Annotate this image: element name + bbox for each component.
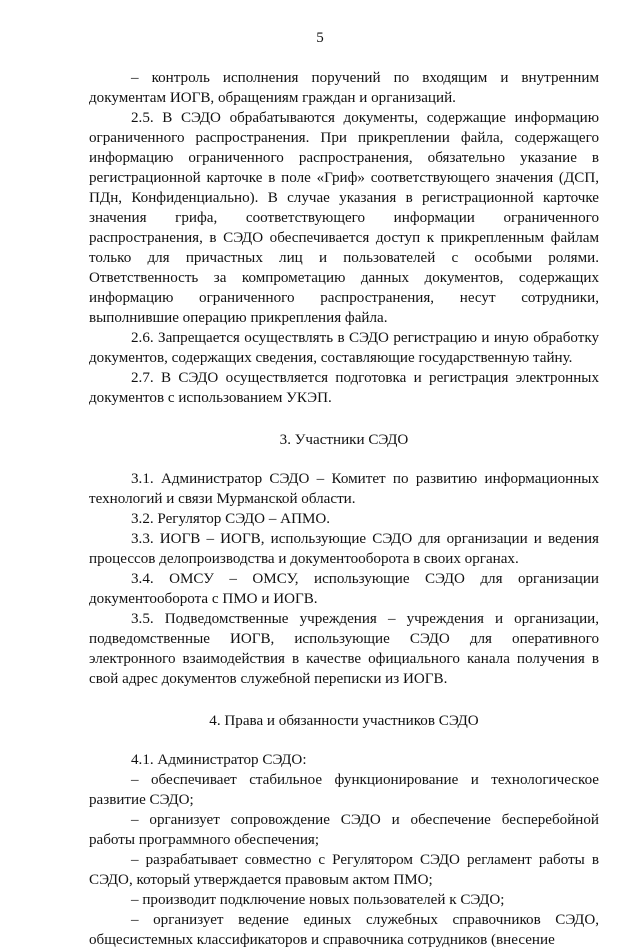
list-item: – обеспечивает стабильное функционирование и технологическое развитие СЭДО; <box>89 772 599 808</box>
paragraph-2-5: 2.5. В СЭДО обрабатываются документы, содержащие информацию ограниченного распространения. При прикреплении файла, содержащего информацию ограниченного распространения, обязательно указание в регистрационной карточке в поле «Гриф» соответствующего значения (ДСП, ПДн, Конфиденциально). В случае указания в регистрационной карточке значения грифа, соответствующего информации ограниченного распространения, в СЭДО обеспечивается доступ к прикрепленным файлам только для причастных лиц и пользователей с особыми ролями. Ответственность за компрометацию данных документов, содержащих информацию ограниченного распространения, несут сотрудники, выполнившие операцию прикрепления файла. <box>89 110 599 326</box>
paragraph-2-7: 2.7. В СЭДО осуществляется подготовка и регистрация электронных документов с использованием УКЭП. <box>89 370 599 406</box>
document-body <box>89 68 599 950</box>
paragraph-4-1: 4.1. Администратор СЭДО: <box>131 752 307 768</box>
list-item: – производит подключение новых пользователей к СЭДО; <box>131 892 505 908</box>
list-item: – организует ведение единых служебных справочников СЭДО, общесистемных классификаторов и справочника сотрудников (внесение <box>89 912 599 948</box>
list-item-control: – контроль исполнения поручений по входящим и внутренним документам ИОГВ, обращениям граждан и организаций. <box>89 70 599 106</box>
paragraph-3-1: 3.1. Администратор СЭДО – Комитет по развитию информационных технологий и связи Мурманской области. <box>89 471 599 507</box>
paragraph-2-6: 2.6. Запрещается осуществлять в СЭДО регистрацию и иную обработку документов, содержащих сведения, составляющие государственную тайну. <box>89 330 599 366</box>
list-item: – разрабатывает совместно с Регулятором СЭДО регламент работы в СЭДО, который утверждается правовым актом ПМО; <box>89 852 599 888</box>
paragraph-3-4: 3.4. ОМСУ – ОМСУ, использующие СЭДО для организации документооборота с ПМО и ИОГВ. <box>89 571 599 607</box>
section-3-heading: 3. Участники СЭДО <box>279 432 409 448</box>
paragraph-3-5: 3.5. Подведомственные учреждения – учреждения и организации, подведомственные ИОГВ, использующие СЭДО для оперативного электронного взаимодействия в качестве официального канала получения в свой адрес документов служебной переписки из ИОГВ. <box>89 611 599 687</box>
page-number: 5 <box>316 30 324 46</box>
section-4-heading: 4. Права и обязанности участников СЭДО <box>209 713 479 729</box>
paragraph-3-2: 3.2. Регулятор СЭДО – АПМО. <box>131 511 331 527</box>
list-item: – организует сопровождение СЭДО и обеспечение бесперебойной работы программного обеспечения; <box>89 812 599 848</box>
paragraph-3-3: 3.3. ИОГВ – ИОГВ, использующие СЭДО для организации и ведения процессов делопроизводства и документооборота в своих органах. <box>89 531 599 567</box>
